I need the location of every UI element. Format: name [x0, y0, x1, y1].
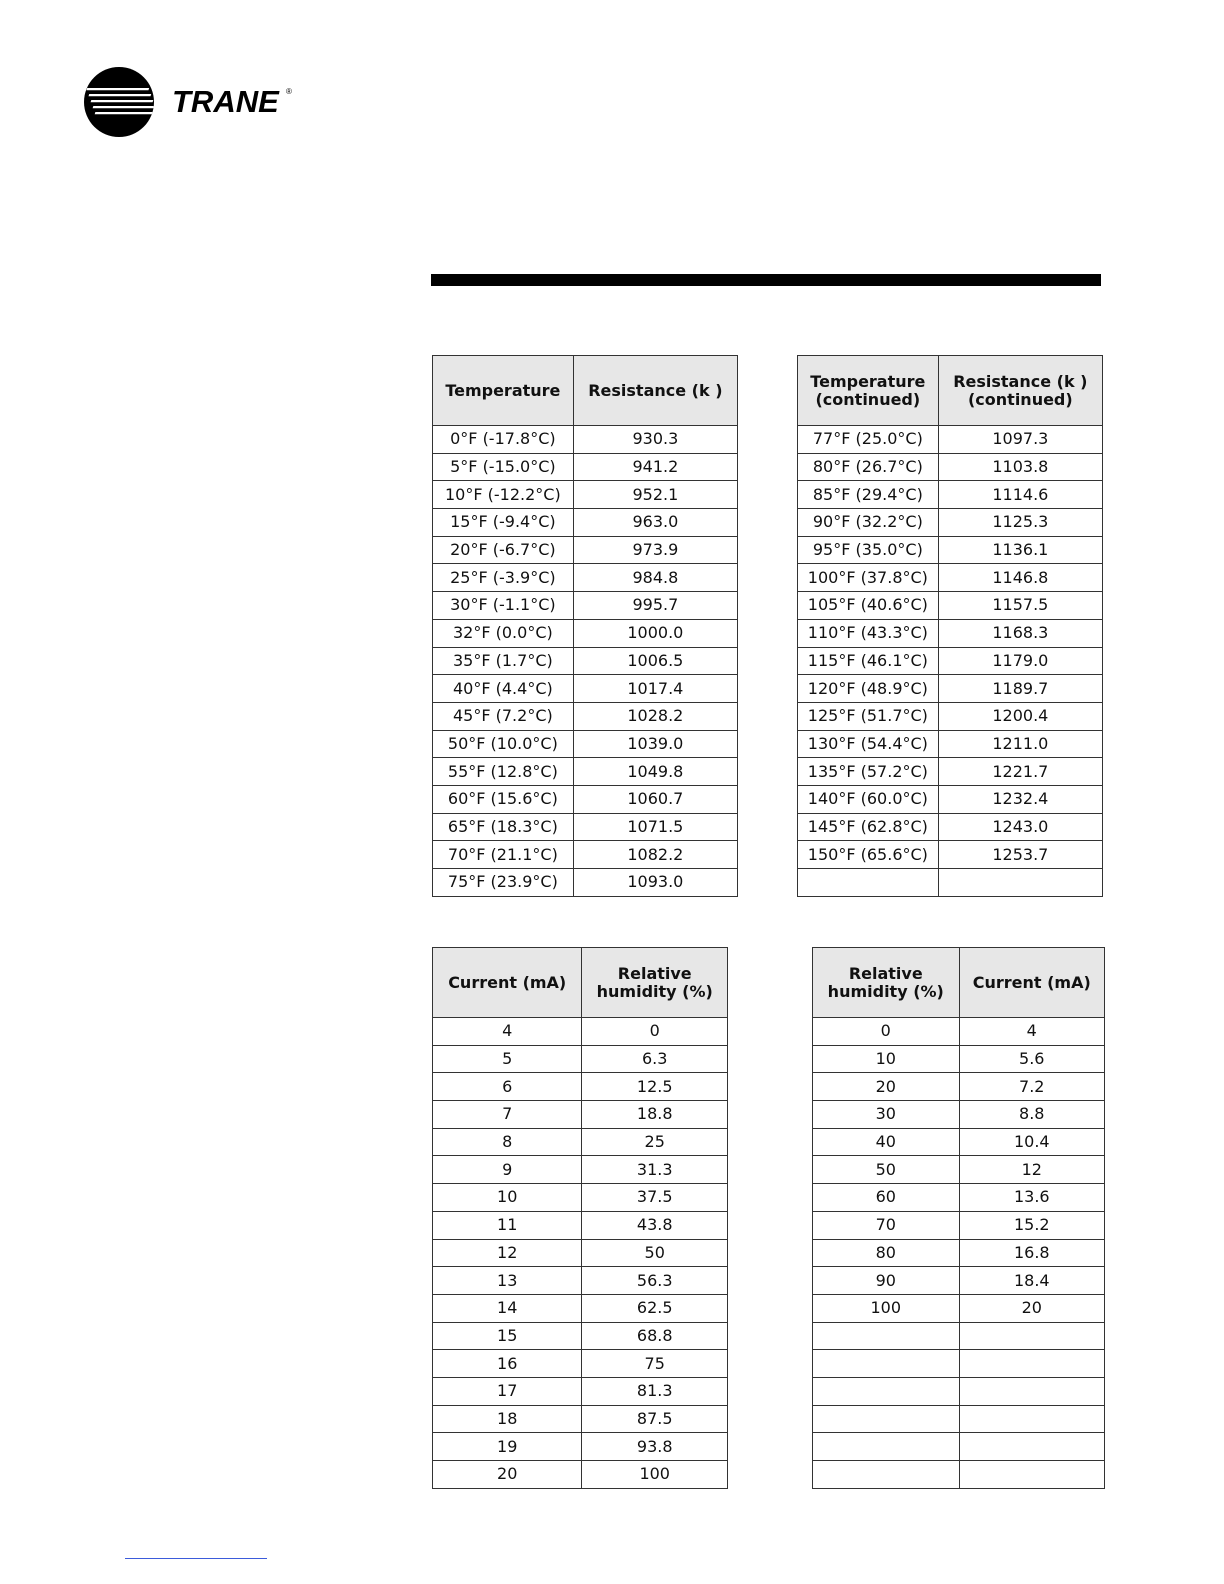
table-cell: 16 — [433, 1350, 582, 1378]
table-cell: 140°F (60.0°C) — [798, 785, 939, 813]
table-cell: 5.6 — [959, 1045, 1104, 1073]
table-cell: 952.1 — [573, 481, 737, 509]
table-cell: 20 — [813, 1073, 960, 1101]
table-cell: 1039.0 — [573, 730, 737, 758]
table-row — [433, 1239, 728, 1267]
table-cell: 12 — [433, 1239, 582, 1267]
table-cell: 32°F (0.0°C) — [433, 619, 574, 647]
table-row — [798, 841, 1103, 869]
table-cell: 1114.6 — [938, 481, 1102, 509]
table-row — [798, 730, 1103, 758]
table-cell: 150°F (65.6°C) — [798, 841, 939, 869]
table-row — [813, 1294, 1105, 1322]
footer-link-underline — [125, 1558, 267, 1559]
table-row — [813, 1350, 1105, 1378]
table-cell: 50 — [582, 1239, 728, 1267]
table-row — [433, 841, 738, 869]
table-cell — [798, 869, 939, 897]
table-cell — [959, 1461, 1104, 1489]
table-cell: 6 — [433, 1073, 582, 1101]
table-cell: 19 — [433, 1433, 582, 1461]
temperature-resistance-continued-table — [797, 355, 1103, 897]
table-cell: 145°F (62.8°C) — [798, 813, 939, 841]
table-row — [813, 1045, 1105, 1073]
table-cell: 100 — [582, 1461, 728, 1489]
table-row — [813, 1377, 1105, 1405]
table-row — [798, 619, 1103, 647]
table-cell: 125°F (51.7°C) — [798, 702, 939, 730]
table-row — [798, 813, 1103, 841]
table-cell: 40 — [813, 1128, 960, 1156]
table-cell: 973.9 — [573, 536, 737, 564]
table-cell: 15.2 — [959, 1211, 1104, 1239]
table-row — [433, 426, 738, 454]
table-cell: 56.3 — [582, 1267, 728, 1295]
table-cell: 87.5 — [582, 1405, 728, 1433]
table-row — [433, 1267, 728, 1295]
table-cell: 4 — [959, 1018, 1104, 1046]
table-cell: 135°F (57.2°C) — [798, 758, 939, 786]
table-row — [433, 1405, 728, 1433]
table-cell: 7 — [433, 1101, 582, 1129]
header-relative-humidity: Relative humidity (%) — [813, 948, 960, 1018]
table-row — [798, 592, 1103, 620]
table-cell: 35°F (1.7°C) — [433, 647, 574, 675]
table-cell — [813, 1405, 960, 1433]
table-cell: 10 — [813, 1045, 960, 1073]
table-cell: 62.5 — [582, 1294, 728, 1322]
table-cell: 1168.3 — [938, 619, 1102, 647]
table-cell: 15 — [433, 1322, 582, 1350]
header-temperature: Temperature — [433, 356, 574, 426]
table-cell: 984.8 — [573, 564, 737, 592]
table-cell: 1060.7 — [573, 785, 737, 813]
table-row — [798, 675, 1103, 703]
trane-logo-graphic — [84, 67, 304, 139]
table-cell: 10.4 — [959, 1128, 1104, 1156]
table-cell: 45°F (7.2°C) — [433, 702, 574, 730]
table-cell: 93.8 — [582, 1433, 728, 1461]
table-cell: 12 — [959, 1156, 1104, 1184]
table-cell — [959, 1433, 1104, 1461]
table-cell: 12.5 — [582, 1073, 728, 1101]
table-cell: 10 — [433, 1184, 582, 1212]
table-header-row — [813, 948, 1105, 1018]
table-cell: 1097.3 — [938, 426, 1102, 454]
table-cell: 1125.3 — [938, 509, 1102, 537]
table-row — [813, 1018, 1105, 1046]
table-row — [798, 536, 1103, 564]
table-cell: 18.8 — [582, 1101, 728, 1129]
header-resistance: Resistance (k ) — [573, 356, 737, 426]
table-row — [813, 1405, 1105, 1433]
table-row — [813, 1211, 1105, 1239]
table-cell: 20 — [433, 1461, 582, 1489]
table-cell: 85°F (29.4°C) — [798, 481, 939, 509]
table-cell — [813, 1322, 960, 1350]
table-row — [433, 730, 738, 758]
table-cell: 95°F (35.0°C) — [798, 536, 939, 564]
table-row — [433, 619, 738, 647]
table-cell: 1071.5 — [573, 813, 737, 841]
table-cell — [813, 1433, 960, 1461]
table-cell: 30°F (-1.1°C) — [433, 592, 574, 620]
table-cell: 995.7 — [573, 592, 737, 620]
table-cell: 4 — [433, 1018, 582, 1046]
table-cell: 77°F (25.0°C) — [798, 426, 939, 454]
table-row — [433, 1184, 728, 1212]
table-row — [798, 453, 1103, 481]
table-row — [433, 1294, 728, 1322]
table-row — [798, 481, 1103, 509]
table-row — [433, 869, 738, 897]
temperature-resistance-table — [432, 355, 738, 897]
table-cell: 13 — [433, 1267, 582, 1295]
table-row — [433, 1156, 728, 1184]
table-cell: 40°F (4.4°C) — [433, 675, 574, 703]
table-cell — [959, 1405, 1104, 1433]
table-cell: 50 — [813, 1156, 960, 1184]
table-cell: 1243.0 — [938, 813, 1102, 841]
table-cell: 941.2 — [573, 453, 737, 481]
table-row — [798, 564, 1103, 592]
header-resistance-continued: Resistance (k ) (continued) — [938, 356, 1102, 426]
table-row — [433, 1433, 728, 1461]
table-row — [433, 1101, 728, 1129]
table-cell: 17 — [433, 1377, 582, 1405]
table-row — [433, 1073, 728, 1101]
table-cell: 100°F (37.8°C) — [798, 564, 939, 592]
table-row — [433, 702, 738, 730]
table-cell — [813, 1377, 960, 1405]
table-cell: 11 — [433, 1211, 582, 1239]
table-cell: 1028.2 — [573, 702, 737, 730]
table-row — [433, 1211, 728, 1239]
table-cell: 6.3 — [582, 1045, 728, 1073]
table-cell: 43.8 — [582, 1211, 728, 1239]
table-cell: 80°F (26.7°C) — [798, 453, 939, 481]
table-cell: 50°F (10.0°C) — [433, 730, 574, 758]
table-row — [433, 1322, 728, 1350]
table-row — [433, 592, 738, 620]
trane-logo — [84, 67, 304, 139]
table-cell: 25°F (-3.9°C) — [433, 564, 574, 592]
table-cell: 1211.0 — [938, 730, 1102, 758]
table-cell: 9 — [433, 1156, 582, 1184]
table-cell: 1189.7 — [938, 675, 1102, 703]
current-humidity-table — [432, 947, 728, 1489]
table-cell: 0 — [813, 1018, 960, 1046]
table-row — [433, 1461, 728, 1489]
table-cell: 0 — [582, 1018, 728, 1046]
table-cell: 8 — [433, 1128, 582, 1156]
table-cell: 60 — [813, 1184, 960, 1212]
table-row — [813, 1073, 1105, 1101]
table-cell: 90 — [813, 1267, 960, 1295]
table-cell: 18 — [433, 1405, 582, 1433]
table-row — [813, 1433, 1105, 1461]
table-cell: 1006.5 — [573, 647, 737, 675]
table-row — [813, 1322, 1105, 1350]
table-cell: 1146.8 — [938, 564, 1102, 592]
table-cell: 14 — [433, 1294, 582, 1322]
table-cell: 90°F (32.2°C) — [798, 509, 939, 537]
table-row — [433, 1350, 728, 1378]
table-row — [433, 1045, 728, 1073]
table-cell: 70 — [813, 1211, 960, 1239]
brand-wordmark: TRANE — [172, 84, 279, 119]
table-cell: 1200.4 — [938, 702, 1102, 730]
table-cell: 110°F (43.3°C) — [798, 619, 939, 647]
table-cell: 65°F (18.3°C) — [433, 813, 574, 841]
table-header-row — [798, 356, 1103, 426]
table-cell: 20 — [959, 1294, 1104, 1322]
table-cell: 1253.7 — [938, 841, 1102, 869]
table-row — [798, 785, 1103, 813]
table-cell: 16.8 — [959, 1239, 1104, 1267]
table-row — [433, 453, 738, 481]
table-cell: 1221.7 — [938, 758, 1102, 786]
table-row — [433, 758, 738, 786]
table-row — [433, 675, 738, 703]
table-row — [798, 647, 1103, 675]
table-row — [433, 647, 738, 675]
table-row — [433, 481, 738, 509]
table-cell: 1049.8 — [573, 758, 737, 786]
table-row — [813, 1128, 1105, 1156]
header-relative-humidity: Relative humidity (%) — [582, 948, 728, 1018]
header-current: Current (mA) — [959, 948, 1104, 1018]
table-cell: 30 — [813, 1101, 960, 1129]
table-cell: 1157.5 — [938, 592, 1102, 620]
table-cell: 1179.0 — [938, 647, 1102, 675]
table-cell: 5°F (-15.0°C) — [433, 453, 574, 481]
table-cell: 1000.0 — [573, 619, 737, 647]
table-cell: 55°F (12.8°C) — [433, 758, 574, 786]
table-row — [798, 426, 1103, 454]
table-cell: 0°F (-17.8°C) — [433, 426, 574, 454]
table-cell: 37.5 — [582, 1184, 728, 1212]
table-cell: 105°F (40.6°C) — [798, 592, 939, 620]
header-temperature-continued: Temperature (continued) — [798, 356, 939, 426]
table-cell: 81.3 — [582, 1377, 728, 1405]
table-cell: 75°F (23.9°C) — [433, 869, 574, 897]
table-cell: 68.8 — [582, 1322, 728, 1350]
table-cell: 1232.4 — [938, 785, 1102, 813]
table-cell: 5 — [433, 1045, 582, 1073]
table-row — [433, 564, 738, 592]
table-row — [433, 509, 738, 537]
table-row — [433, 536, 738, 564]
table-row — [433, 1128, 728, 1156]
table-row — [813, 1101, 1105, 1129]
table-row — [433, 1018, 728, 1046]
table-row — [433, 1377, 728, 1405]
table-header-row — [433, 356, 738, 426]
table-cell: 8.8 — [959, 1101, 1104, 1129]
table-cell: 1017.4 — [573, 675, 737, 703]
table-row — [813, 1461, 1105, 1489]
table-cell: 75 — [582, 1350, 728, 1378]
table-cell: 10°F (-12.2°C) — [433, 481, 574, 509]
table-cell: 130°F (54.4°C) — [798, 730, 939, 758]
table-cell — [959, 1377, 1104, 1405]
table-cell: 15°F (-9.4°C) — [433, 509, 574, 537]
trademark-symbol: ® — [286, 87, 292, 96]
table-cell: 1082.2 — [573, 841, 737, 869]
table-cell: 18.4 — [959, 1267, 1104, 1295]
table-cell — [813, 1461, 960, 1489]
table-cell: 60°F (15.6°C) — [433, 785, 574, 813]
humidity-current-table — [812, 947, 1105, 1489]
table-row — [798, 702, 1103, 730]
table-cell: 1093.0 — [573, 869, 737, 897]
table-cell: 7.2 — [959, 1073, 1104, 1101]
table-cell: 70°F (21.1°C) — [433, 841, 574, 869]
table-cell: 13.6 — [959, 1184, 1104, 1212]
header-current: Current (mA) — [433, 948, 582, 1018]
table-cell: 930.3 — [573, 426, 737, 454]
table-row — [433, 813, 738, 841]
table-row — [798, 869, 1103, 897]
section-rule — [431, 274, 1101, 286]
table-cell — [813, 1350, 960, 1378]
table-row — [813, 1267, 1105, 1295]
table-row — [798, 509, 1103, 537]
table-cell — [959, 1350, 1104, 1378]
table-header-row — [433, 948, 728, 1018]
table-cell: 115°F (46.1°C) — [798, 647, 939, 675]
table-row — [798, 758, 1103, 786]
table-cell — [959, 1322, 1104, 1350]
table-row — [813, 1239, 1105, 1267]
table-row — [813, 1156, 1105, 1184]
table-row — [813, 1184, 1105, 1212]
table-cell: 100 — [813, 1294, 960, 1322]
table-cell: 31.3 — [582, 1156, 728, 1184]
table-cell: 25 — [582, 1128, 728, 1156]
table-cell: 1103.8 — [938, 453, 1102, 481]
table-cell: 120°F (48.9°C) — [798, 675, 939, 703]
table-row — [433, 785, 738, 813]
table-cell: 963.0 — [573, 509, 737, 537]
table-cell: 80 — [813, 1239, 960, 1267]
table-cell — [938, 869, 1102, 897]
table-cell: 1136.1 — [938, 536, 1102, 564]
table-cell: 20°F (-6.7°C) — [433, 536, 574, 564]
